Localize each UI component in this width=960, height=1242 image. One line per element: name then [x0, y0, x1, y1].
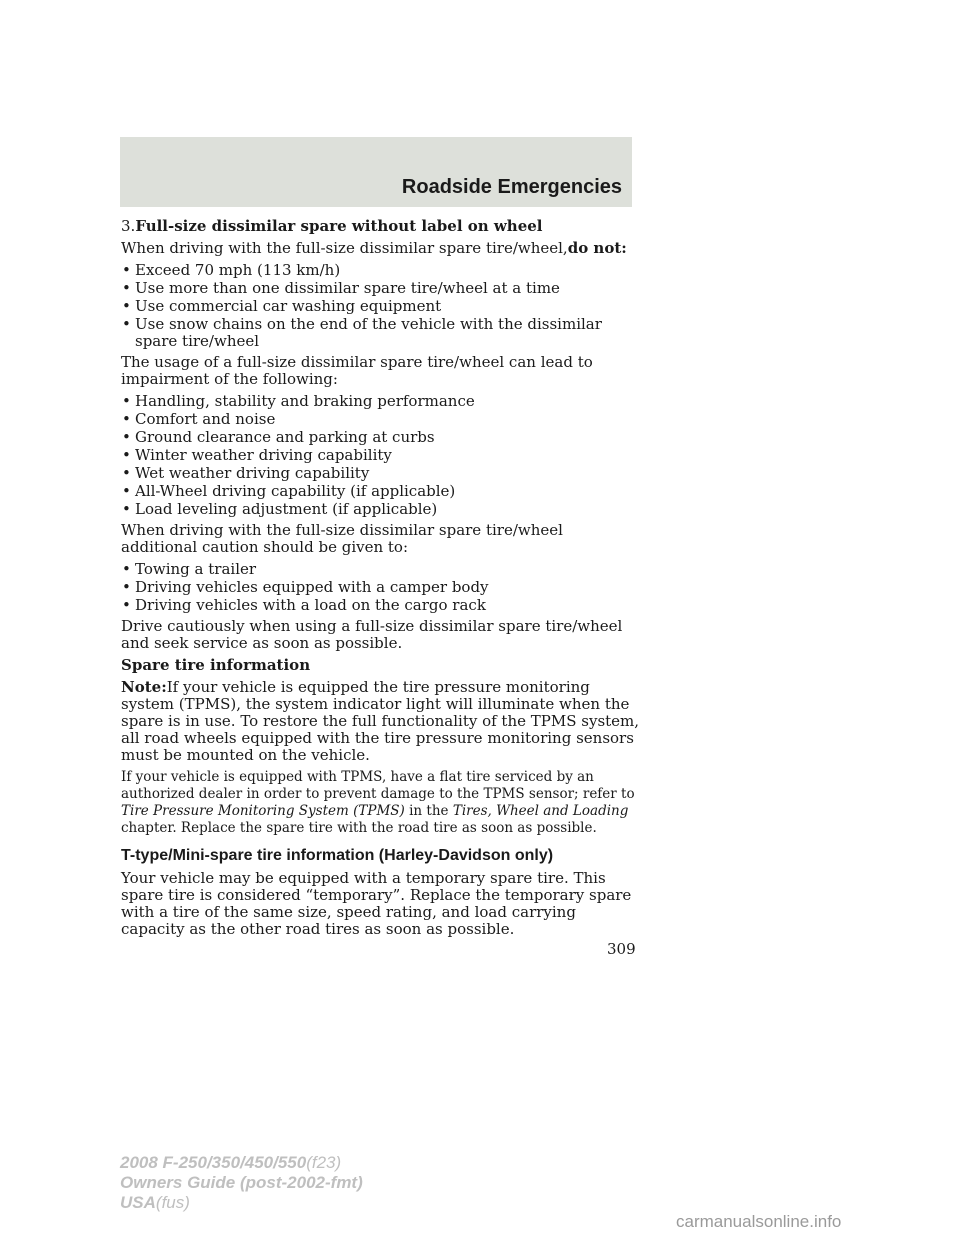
section3-number: 3. — [121, 217, 136, 235]
page-number: 309 — [607, 940, 636, 958]
list-item: • Handling, stability and braking performance — [121, 393, 641, 410]
list-item: • Use snow chains on the end of the vehicle with the dissimilar spare tire/wheel — [121, 316, 641, 350]
list-item: • All-Wheel driving capability (if applicable) — [121, 483, 641, 500]
donts-intro-text: When driving with the full-size dissimilar spare tire/wheel, — [121, 239, 568, 257]
impairment-intro: The usage of a full-size dissimilar spare tire/wheel can lead to impairment of the following: — [121, 353, 593, 388]
list-item: • Exceed 70 mph (113 km/h) — [121, 262, 641, 279]
list-item: • Winter weather driving capability — [121, 447, 641, 464]
footer-line-2 — [120, 1173, 363, 1193]
spare-info-heading-text: Spare tire information — [121, 656, 311, 674]
tpms-text-2: chapter. Replace the spare tire with the road tire as soon as possible. — [121, 820, 597, 836]
list-item: • Wet weather driving capability — [121, 465, 641, 482]
spare-info-heading — [121, 657, 641, 674]
header-banner — [120, 137, 632, 207]
footer-line-3 — [120, 1193, 363, 1213]
list-item: • Load leveling adjustment (if applicable) — [121, 501, 641, 518]
closing-paragraph: Drive cautiously when using a full-size dissimilar spare tire/wheel and seek service as soon as possible. — [121, 617, 623, 652]
footer-model-code: (f23) — [306, 1153, 342, 1172]
donts-intro — [121, 240, 641, 257]
tpms-paragraph — [121, 769, 641, 837]
footer-market-code: (fus) — [155, 1193, 190, 1212]
watermark: carmanualsonline.info — [676, 1212, 842, 1231]
list-item: • Ground clearance and parking at curbs — [121, 429, 641, 446]
footer-market: USA — [120, 1193, 156, 1212]
footer-info — [120, 1153, 363, 1213]
section3-title: Full-size dissimilar spare without label on wheel — [135, 217, 543, 235]
footer-line-1 — [120, 1153, 363, 1173]
page-content — [121, 218, 641, 943]
section3-heading — [121, 218, 641, 235]
list-item: • Driving vehicles equipped with a camper body — [121, 579, 641, 596]
caution-intro: When driving with the full-size dissimilar spare tire/wheel additional caution should be given to: — [121, 521, 563, 556]
list-item: • Driving vehicles with a load on the cargo rack — [121, 597, 641, 614]
footer-guide: Owners Guide (post-2002-fmt) — [120, 1173, 363, 1192]
list-item: • Use more than one dissimilar spare tire/wheel at a time — [121, 280, 641, 297]
note-label: Note: — [121, 678, 167, 696]
tpms-in-text: in the — [409, 803, 449, 819]
tpms-text: If your vehicle is equipped with TPMS, have a flat tire serviced by an authorized dealer in order to prevent damage to the TPMS sensor; refer to — [121, 769, 635, 802]
list-item: • Use commercial car washing equipment — [121, 298, 641, 315]
chapter-reference-link: Tires, Wheel and Loading — [452, 803, 629, 819]
note-text: If your vehicle is equipped the tire pressure monitoring system (TPMS), the system indicator light will illuminate when the spare is in use. To restore the full functionality of the TPMS system, all road wheels equipped with the tire pressure monitoring sensors must be mounted on the vehicle. — [121, 678, 640, 764]
list-item: • Comfort and noise — [121, 411, 641, 428]
tpms-reference-link: Tire Pressure Monitoring System (TPMS) — [121, 803, 405, 819]
section-title: Roadside Emergencies — [401, 176, 622, 198]
caution-list — [121, 561, 641, 614]
note-paragraph — [121, 679, 641, 764]
list-item: • Towing a trailer — [121, 561, 641, 578]
donts-intro-bold: do not: — [567, 239, 627, 257]
ttype-heading: T-type/Mini-spare tire information (Harley-Davidson only) — [121, 847, 554, 864]
donts-list — [121, 262, 641, 350]
footer-model: 2008 F-250/350/450/550 — [120, 1153, 307, 1172]
ttype-body: Your vehicle may be equipped with a temporary spare tire. This spare tire is considered “temporary”. Replace the temporary spare with a tire of the same size, speed rating, and load carrying capacity as the other road tires as soon as possible. — [121, 869, 632, 938]
impairment-list — [121, 393, 641, 518]
